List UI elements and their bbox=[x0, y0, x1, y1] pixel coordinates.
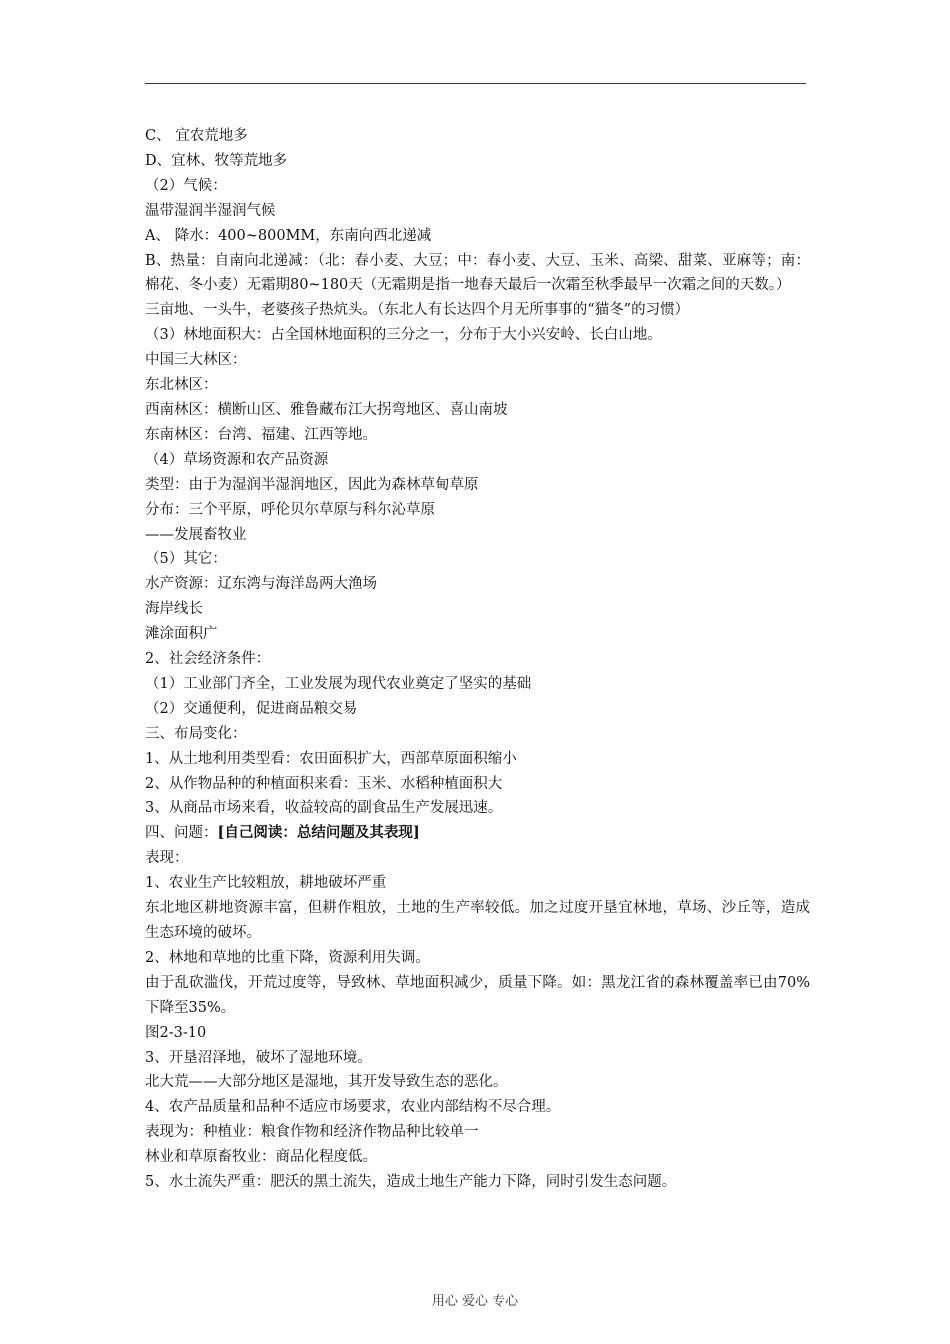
text-line: （2）交通便利，促进商品粮交易 bbox=[145, 700, 358, 717]
text-line: 北大荒——大部分地区是湿地，其开发导致生态的恶化。 bbox=[145, 1074, 508, 1091]
page-footer: 用心 爱心 专心 bbox=[431, 1294, 519, 1309]
figure-reference: 图2-3-10 bbox=[145, 1024, 207, 1041]
header-rule bbox=[145, 83, 806, 84]
text-line: 2、从作物品种的种植面积来看：玉米、水稻种植面积大 bbox=[145, 775, 503, 792]
text-line: D、宜林、牧等荒地多 bbox=[145, 152, 288, 169]
text-line: 水产资源：辽东湾与海洋岛两大渔场 bbox=[145, 576, 377, 593]
text-line: 3、开垦沼泽地，破坏了湿地环境。 bbox=[145, 1049, 372, 1066]
text-line: 2、林地和草地的比重下降，资源利用失调。 bbox=[145, 949, 430, 966]
text-line: ——发展畜牧业 bbox=[145, 526, 247, 543]
text-paragraph: 东北地区耕地资源丰富，但耕作粗放，土地的生产率较低。加之过度开垦宜林地，草场、沙丘等，造成生态环境的破坏。 bbox=[145, 900, 810, 941]
text-paragraph: 由于乱砍滥伐，开荒过度等，导致林、草地面积减少，质量下降。如：黑龙江省的森林覆盖率已由70%下降至35%。 bbox=[145, 974, 810, 1016]
document-body bbox=[145, 124, 810, 1195]
problems-heading-note: [自己阅读：总结问题及其表现] bbox=[217, 824, 420, 842]
text-line: 1、从土地利用类型看：农田面积扩大，西部草原面积缩小 bbox=[145, 750, 517, 767]
text-line: 海岸线长 bbox=[145, 601, 203, 618]
text-line: 表现： bbox=[145, 850, 189, 867]
text-line: C、 宜农荒地多 bbox=[145, 128, 248, 144]
text-line: A、 降水：400~800MM，东南向西北递减 bbox=[145, 227, 432, 244]
text-line: （3）林地面积大：占全国林地面积的三分之一，分布于大小兴安岭、长白山地。 bbox=[145, 327, 662, 344]
text-line: 2、社会经济条件： bbox=[145, 651, 271, 668]
text-line: 3、从商品市场来看，收益较高的副食品生产发展迅速。 bbox=[145, 800, 503, 817]
text-line: 林业和草原畜牧业：商品化程度低。 bbox=[145, 1149, 377, 1166]
text-line: （4）草场资源和农产品资源 bbox=[145, 451, 329, 468]
text-line: 中国三大林区： bbox=[145, 352, 247, 369]
text-line: 东北林区： bbox=[145, 377, 218, 394]
text-line: （5）其它： bbox=[145, 551, 227, 568]
text-line: 5、水土流失严重：肥沃的黑土流失，造成土地生产能力下降，同时引发生态问题。 bbox=[145, 1174, 677, 1191]
text-line: （2）气候： bbox=[145, 177, 227, 194]
text-line: 东南林区：台湾、福建、江西等地。 bbox=[145, 426, 377, 443]
text-line: 表现为：种植业：粮食作物和经济作物品种比较单一 bbox=[145, 1124, 479, 1141]
text-line: 1、农业生产比较粗放，耕地破坏严重 bbox=[145, 875, 387, 892]
text-line: 分布：三个平原，呼伦贝尔草原与科尔沁草原 bbox=[145, 501, 435, 518]
text-line: （1）工业部门齐全，工业发展为现代农业奠定了坚实的基础 bbox=[145, 675, 532, 692]
text-line: 西南林区：横断山区、雅鲁藏布江大拐弯地区、喜山南坡 bbox=[145, 401, 508, 418]
text-line: 4、农产品质量和品种不适应市场要求，农业内部结构不尽合理。 bbox=[145, 1099, 561, 1116]
text-line: 滩涂面积广 bbox=[145, 626, 218, 643]
text-line: 三亩地、一头牛，老婆孩子热炕头。（东北人有长达四个月无所事事的“猫冬”的习惯） bbox=[145, 302, 690, 319]
text-line: 类型：由于为湿润半湿润地区，因此为森林草甸草原 bbox=[145, 476, 479, 493]
problems-heading bbox=[145, 821, 810, 846]
problems-heading-prefix: 四、问题： bbox=[145, 825, 218, 842]
text-line: 三、布局变化： bbox=[145, 725, 247, 742]
text-line: 温带湿润半湿润气候 bbox=[145, 202, 276, 219]
text-paragraph: B、热量：自南向北递减：（北：春小麦、大豆；中：春小麦、大豆、玉米、高梁、甜菜、亚麻等；南：棉花、冬小麦）无霜期80~180天（无霜期是指一地春天最后一次霜至秋季最早一次霜之间的天数。） bbox=[145, 252, 810, 294]
